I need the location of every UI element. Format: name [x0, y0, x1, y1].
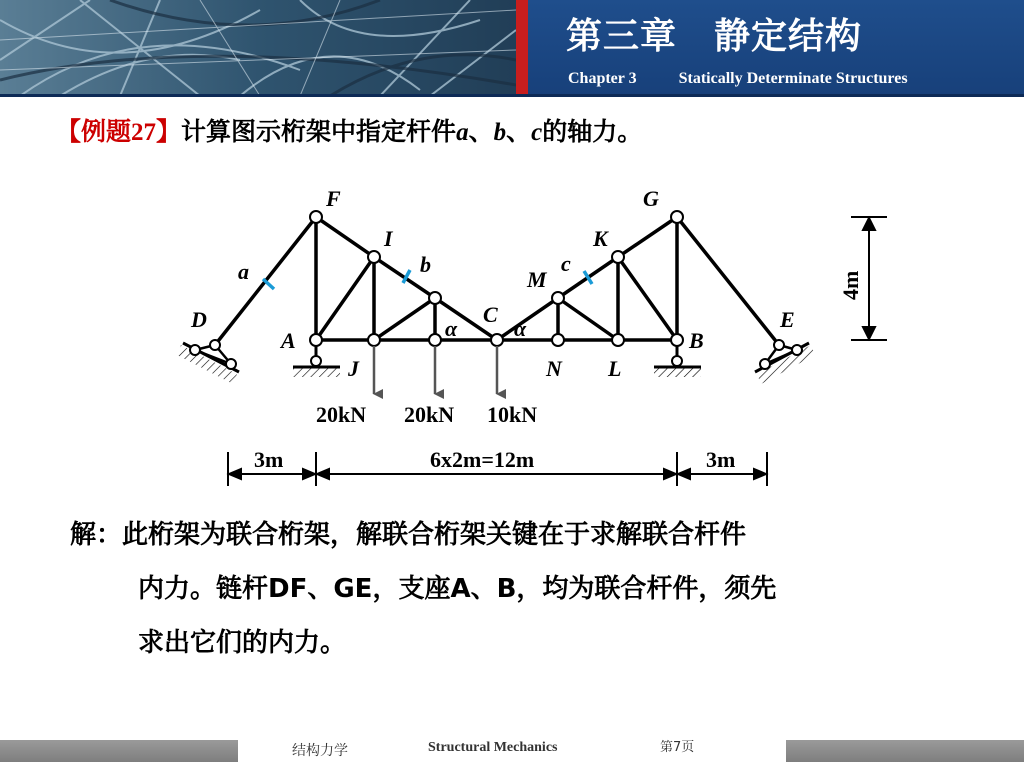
label-F: F	[326, 186, 341, 211]
joint-B	[671, 334, 683, 346]
member-a-ref: a	[456, 119, 469, 146]
label-L: L	[608, 356, 622, 381]
footer-course-cn: 结构力学	[292, 743, 348, 759]
joint-F	[310, 211, 322, 223]
load-value-2: 20kN	[404, 402, 455, 427]
label-M: M	[527, 267, 547, 292]
solution-line-3: 求出它们的内力。	[138, 628, 347, 658]
tag-number: 27	[131, 119, 157, 146]
tag-close-bracket: 】	[156, 117, 182, 146]
label-A: A	[281, 328, 296, 353]
label-J: J	[348, 356, 359, 381]
height-label: 4m	[838, 270, 863, 300]
label-N: N	[546, 356, 562, 381]
joint-G	[671, 211, 683, 223]
label-member-a: a	[238, 259, 249, 284]
label-K: K	[593, 226, 608, 251]
joint-M	[552, 292, 564, 304]
load-value-1: 20kN	[316, 402, 367, 427]
footer-course-en: Structural Mechanics	[428, 740, 558, 755]
label-B: B	[689, 328, 704, 353]
load-label-1	[316, 402, 366, 427]
member-FI	[316, 217, 374, 257]
label-G: G	[643, 186, 659, 211]
slide-footer	[0, 738, 1024, 768]
separator: 、	[506, 117, 532, 146]
joint-J	[368, 334, 380, 346]
joint-bottom-left	[429, 334, 441, 346]
dimension-middle: 6x2m=12m	[430, 447, 535, 472]
page-number: 第7页	[660, 740, 695, 755]
support-E	[755, 340, 815, 384]
label-member-b: b	[420, 252, 431, 277]
chapter-number: Chapter 3	[568, 70, 637, 87]
joint-N	[552, 334, 564, 346]
separator: 、	[468, 117, 494, 146]
label-angle-right: α	[514, 316, 527, 341]
solution-line-1: 解：此桁架为联合桁架，解联合桁架关键在于求解联合杆件	[70, 520, 747, 550]
tag-word: 例题	[81, 117, 132, 146]
solution-text	[70, 508, 990, 670]
label-E: E	[780, 307, 795, 332]
solution-line-2: 内力。链杆DF、GE，支座A、B，均为联合杆件，须先	[138, 574, 777, 604]
member-GK	[618, 217, 677, 257]
joint-I	[368, 251, 380, 263]
footer-bar-left	[0, 740, 238, 762]
joint-A	[310, 334, 322, 346]
chapter-title: 第三章 静定结构	[566, 16, 863, 57]
label-member-c: c	[561, 251, 571, 276]
problem-text-end: 的轴力。	[542, 117, 643, 146]
member-BK	[618, 257, 677, 340]
load-value-3: 10kN	[487, 402, 538, 427]
joint-L	[612, 334, 624, 346]
member-C-right	[497, 298, 558, 340]
label-angle-left: α	[445, 316, 458, 341]
load-arrows	[374, 346, 497, 394]
joint-C	[491, 334, 503, 346]
member-AI	[316, 257, 374, 340]
dimension-right: 3m	[706, 447, 736, 472]
member-GE	[677, 217, 779, 345]
label-D: D	[191, 307, 207, 332]
problem-text: 计算图示桁架中指定杆件	[181, 117, 457, 146]
label-I: I	[384, 226, 393, 251]
support-A	[293, 345, 340, 377]
footer-bar-right	[786, 740, 1024, 762]
joint-K	[612, 251, 624, 263]
member-b-ref: b	[493, 119, 507, 146]
support-D	[177, 340, 239, 384]
label-C: C	[483, 302, 498, 327]
member-c-ref: c	[531, 119, 543, 146]
load-label-3	[487, 402, 537, 427]
joint-left-mid	[429, 292, 441, 304]
member-LM	[558, 298, 618, 340]
member-J-up	[374, 298, 435, 340]
dimension-left: 3m	[254, 447, 284, 472]
tag-open-bracket: 【	[56, 117, 82, 146]
load-label-2	[404, 402, 454, 427]
chapter-name: Statically Determinate Structures	[678, 70, 908, 87]
